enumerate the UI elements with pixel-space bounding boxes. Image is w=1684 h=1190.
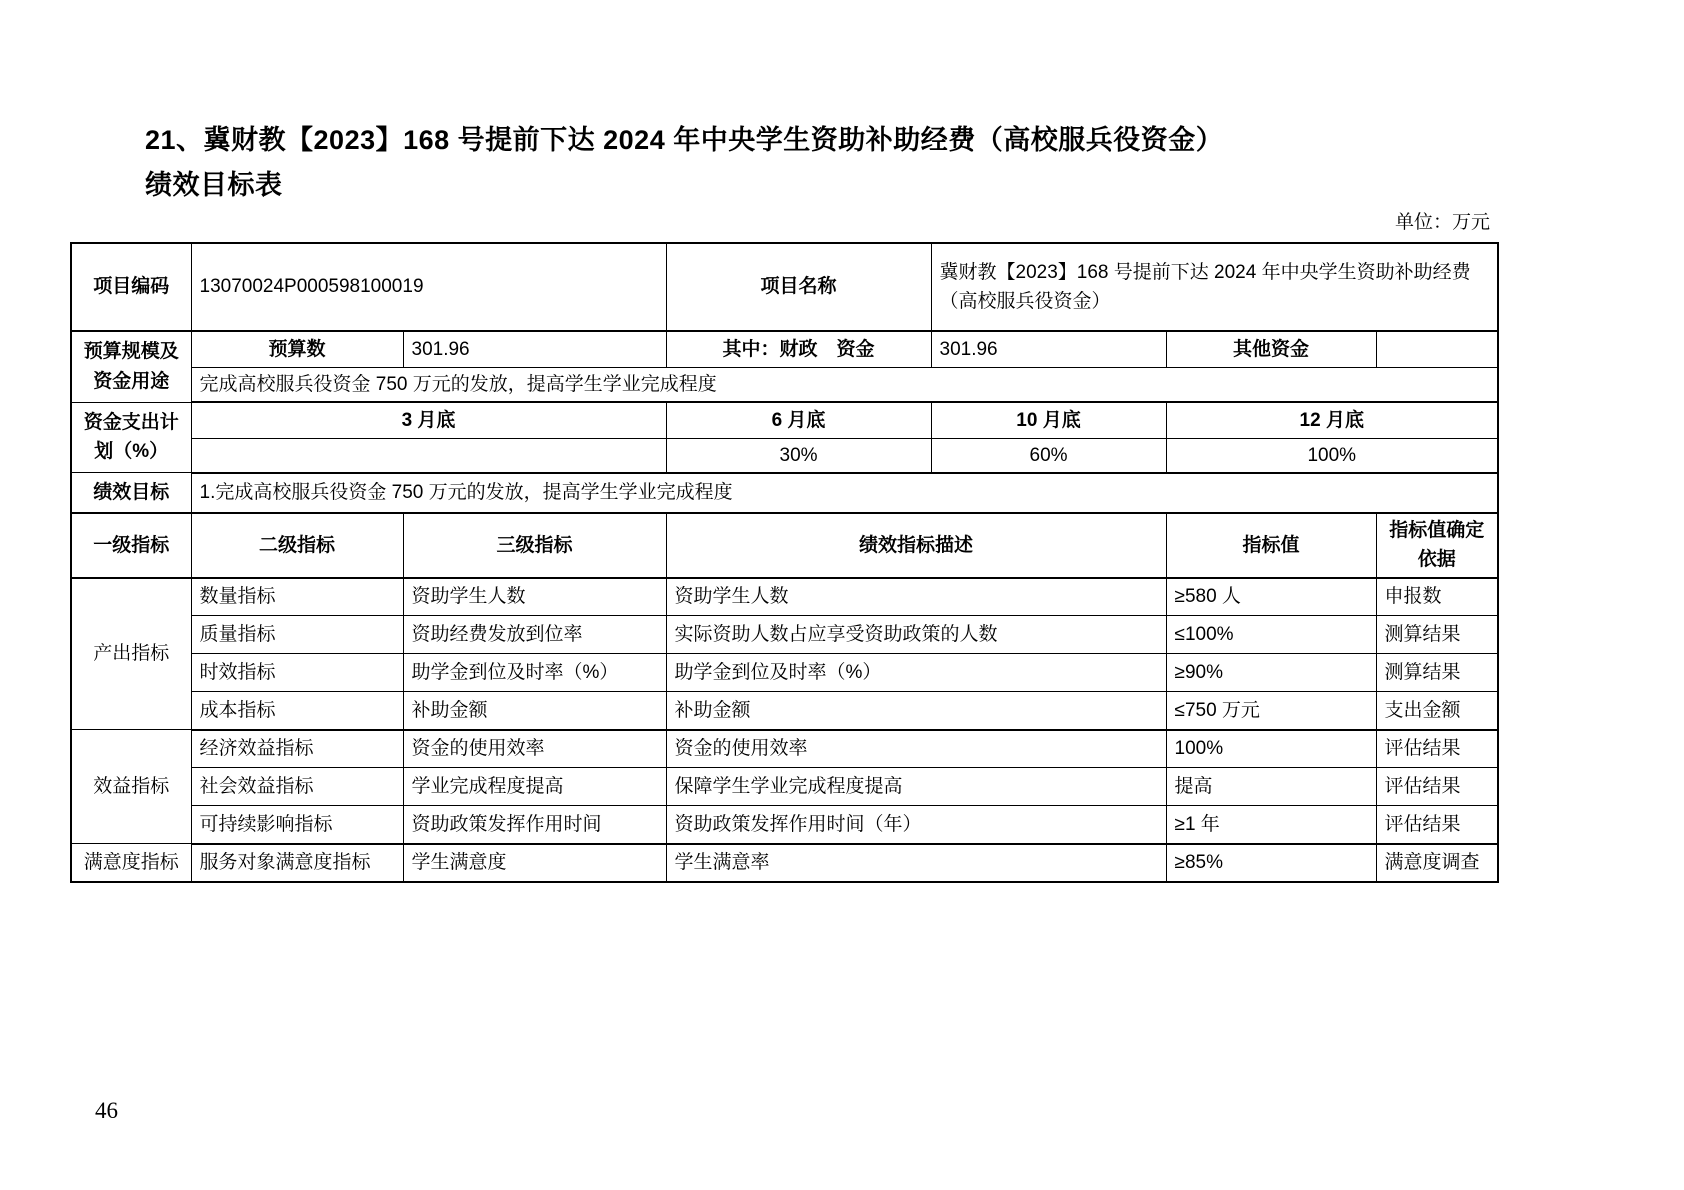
budget-section-label: 预算规模及资金用途 [71, 331, 191, 402]
budget-row [71, 331, 1498, 367]
plan-value-december: 100% [1166, 438, 1498, 473]
indicator-value: ≥580 人 [1166, 578, 1376, 616]
indicator-basis: 测算结果 [1376, 616, 1498, 654]
period-october: 10 月底 [931, 402, 1166, 438]
budget-number-value: 301.96 [403, 331, 666, 367]
indicator-level3: 助学金到位及时率（%） [403, 654, 666, 692]
period-march: 3 月底 [191, 402, 666, 438]
indicator-row [71, 730, 1498, 768]
indicator-level2: 时效指标 [191, 654, 403, 692]
indicator-row [71, 844, 1498, 882]
period-june: 6 月底 [666, 402, 931, 438]
header-level2: 二级指标 [191, 513, 403, 578]
performance-goal-row [71, 473, 1498, 513]
indicator-basis: 申报数 [1376, 578, 1498, 616]
indicator-description: 补助金额 [666, 692, 1166, 730]
document-title-line2: 绩效目标表 [145, 170, 283, 200]
indicator-description: 资助学生人数 [666, 578, 1166, 616]
project-code-value: 13070024P000598100019 [191, 243, 666, 331]
plan-value-june: 30% [666, 438, 931, 473]
indicator-value: ≥1 年 [1166, 806, 1376, 844]
performance-goal-label: 绩效目标 [71, 473, 191, 513]
indicator-row [71, 692, 1498, 730]
indicator-basis: 支出金额 [1376, 692, 1498, 730]
project-row [71, 243, 1498, 331]
indicator-basis: 测算结果 [1376, 654, 1498, 692]
period-december: 12 月底 [1166, 402, 1498, 438]
indicator-level2: 数量指标 [191, 578, 403, 616]
fund-usage-row [71, 367, 1498, 402]
budget-number-label: 预算数 [191, 331, 403, 367]
indicator-basis: 评估结果 [1376, 806, 1498, 844]
fiscal-fund-label: 其中：财政 资金 [666, 331, 931, 367]
indicator-level3: 资助学生人数 [403, 578, 666, 616]
spending-plan-header-row [71, 402, 1498, 438]
indicator-description: 实际资助人数占应享受资助政策的人数 [666, 616, 1166, 654]
indicator-row [71, 768, 1498, 806]
indicator-level3: 补助金额 [403, 692, 666, 730]
project-name-label: 项目名称 [666, 243, 931, 331]
page-number: 46 [95, 1098, 118, 1123]
project-code-label: 项目编码 [71, 243, 191, 331]
level1-output: 产出指标 [71, 578, 191, 730]
indicator-description: 学生满意率 [666, 844, 1166, 882]
indicator-level3: 学生满意度 [403, 844, 666, 882]
level1-benefit: 效益指标 [71, 730, 191, 844]
indicator-row [71, 578, 1498, 616]
indicator-row [71, 616, 1498, 654]
level1-satisfaction: 满意度指标 [71, 844, 191, 882]
fiscal-fund-value: 301.96 [931, 331, 1166, 367]
indicator-level2: 服务对象满意度指标 [191, 844, 403, 882]
performance-target-table [70, 242, 1499, 883]
indicator-value: 100% [1166, 730, 1376, 768]
fund-usage-value: 完成高校服兵役资金 750 万元的发放，提高学生学业完成程度 [191, 367, 1498, 402]
indicator-basis: 评估结果 [1376, 768, 1498, 806]
indicator-value: ≤750 万元 [1166, 692, 1376, 730]
indicator-value: ≥90% [1166, 654, 1376, 692]
indicator-level2: 成本指标 [191, 692, 403, 730]
indicator-description: 资助政策发挥作用时间（年） [666, 806, 1166, 844]
other-fund-value [1376, 331, 1498, 367]
document-title-line1: 21、冀财教【2023】168 号提前下达 2024 年中央学生资助补助经费（高校服兵役资金） [145, 125, 1224, 155]
header-level3: 三级指标 [403, 513, 666, 578]
indicator-basis: 满意度调查 [1376, 844, 1498, 882]
header-level1: 一级指标 [71, 513, 191, 578]
indicator-value: ≤100% [1166, 616, 1376, 654]
indicator-level3: 资助经费发放到位率 [403, 616, 666, 654]
performance-goal-value: 1.完成高校服兵役资金 750 万元的发放，提高学生学业完成程度 [191, 473, 1498, 513]
project-name-value: 冀财教【2023】168 号提前下达 2024 年中央学生资助补助经费（高校服兵役资金） [931, 243, 1498, 331]
indicator-description: 保障学生学业完成程度提高 [666, 768, 1166, 806]
indicator-level3: 资助政策发挥作用时间 [403, 806, 666, 844]
indicator-level2: 质量指标 [191, 616, 403, 654]
header-description: 绩效指标描述 [666, 513, 1166, 578]
indicator-description: 资金的使用效率 [666, 730, 1166, 768]
document-title [145, 118, 1223, 208]
unit-note: 单位：万元 [1394, 212, 1490, 233]
header-basis: 指标值确定依据 [1376, 513, 1498, 578]
indicator-value: 提高 [1166, 768, 1376, 806]
indicator-level3: 学业完成程度提高 [403, 768, 666, 806]
indicator-row [71, 654, 1498, 692]
plan-value-october: 60% [931, 438, 1166, 473]
indicator-basis: 评估结果 [1376, 730, 1498, 768]
spending-plan-label: 资金支出计划（%） [71, 402, 191, 473]
header-value: 指标值 [1166, 513, 1376, 578]
indicator-description: 助学金到位及时率（%） [666, 654, 1166, 692]
plan-value-march [191, 438, 666, 473]
indicator-level2: 社会效益指标 [191, 768, 403, 806]
other-fund-label: 其他资金 [1166, 331, 1376, 367]
indicator-value: ≥85% [1166, 844, 1376, 882]
indicator-level3: 资金的使用效率 [403, 730, 666, 768]
indicator-header-row [71, 513, 1498, 578]
indicator-level2: 可持续影响指标 [191, 806, 403, 844]
indicator-level2: 经济效益指标 [191, 730, 403, 768]
spending-plan-values-row [71, 438, 1498, 473]
indicator-row [71, 806, 1498, 844]
